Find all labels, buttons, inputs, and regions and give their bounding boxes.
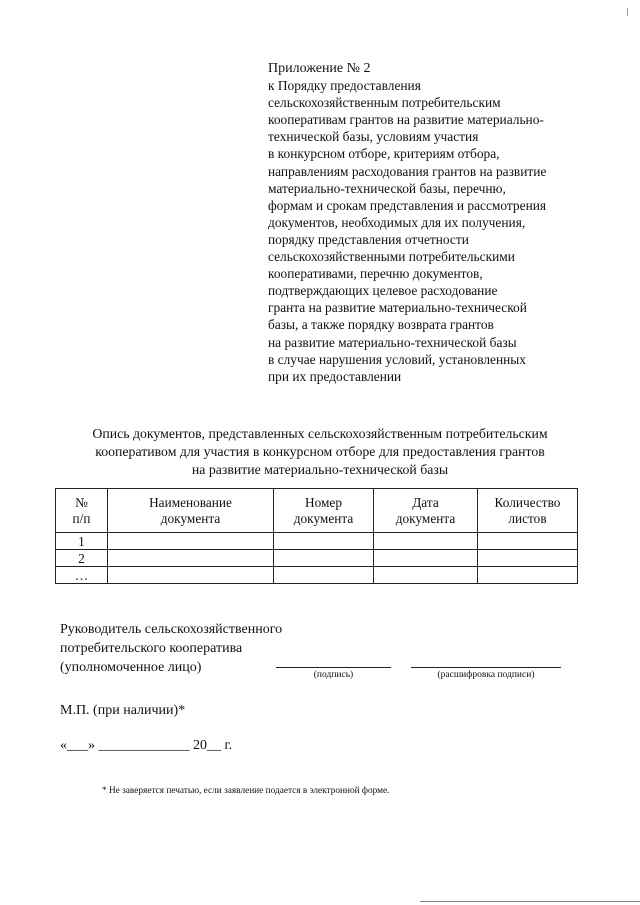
table-cell xyxy=(108,550,274,567)
table-cell xyxy=(274,533,374,550)
appendix-line: материально-технической базы, перечню, xyxy=(268,180,506,196)
appendix-line: порядку представления отчетности xyxy=(268,231,469,247)
appendix-line: при их предоставлении xyxy=(268,368,402,384)
header-text: документа xyxy=(160,510,221,526)
appendix-line: сельскохозяйственными потребительскими xyxy=(268,249,515,265)
header-text: листов xyxy=(508,510,547,526)
table-row xyxy=(56,533,578,550)
header-text: документа xyxy=(293,510,354,526)
header-document-name xyxy=(108,489,274,533)
appendix-line: к Порядку предоставления xyxy=(268,78,421,94)
appendix-line: кооперативами, перечню документов, xyxy=(268,266,483,282)
header-number xyxy=(56,489,108,533)
signature-line xyxy=(276,667,391,668)
header-text: Дата xyxy=(412,494,439,510)
appendix-line: в случае нарушения условий, установленных xyxy=(268,351,526,367)
scan-edge-mark xyxy=(627,8,628,16)
document-title-line: Опись документов, представленных сельскохозяйственным потребительским xyxy=(92,426,548,441)
table-cell-number: … xyxy=(56,567,108,584)
table-cell-number: 1 xyxy=(56,533,108,550)
appendix-line: на развитие материально-технической базы xyxy=(268,334,517,350)
table-cell xyxy=(108,533,274,550)
document-title-line: на развитие материально-технической базы xyxy=(191,462,449,477)
header-text: Номер xyxy=(305,494,342,510)
stamp-note: М.П. (при наличии)* xyxy=(60,703,186,718)
appendix-line: подтверждающих целевое расходование xyxy=(268,283,498,299)
table-header-row xyxy=(56,489,578,533)
header-sheet-count xyxy=(478,489,578,533)
table-cell xyxy=(478,567,578,584)
table-row xyxy=(56,550,578,567)
transcript-caption: (расшифровка подписи) xyxy=(437,670,535,680)
table-cell xyxy=(274,567,374,584)
documents-table xyxy=(55,488,578,584)
header-text: п/п xyxy=(72,510,91,526)
appendix-line: технической базы, условиям участия xyxy=(268,129,479,145)
scan-bottom-rule xyxy=(420,901,640,902)
transcript-line xyxy=(411,667,561,668)
header-text: Количество xyxy=(494,494,561,510)
header-text: № xyxy=(75,494,88,510)
signatory-line: Руководитель сельскохозяйственного xyxy=(60,622,283,637)
table-cell xyxy=(374,550,478,567)
signatory-line: потребительского кооператива xyxy=(60,641,243,656)
appendix-line: кооперативам грантов на развитие материально- xyxy=(268,112,544,128)
table-cell xyxy=(374,567,478,584)
appendix-line: базы, а также порядку возврата грантов xyxy=(268,317,494,333)
signature-caption: (подпись) xyxy=(313,670,354,680)
appendix-title: Приложение № 2 xyxy=(268,61,371,76)
table-cell xyxy=(478,550,578,567)
header-document-date xyxy=(374,489,478,533)
appendix-line: сельскохозяйственным потребительским xyxy=(268,95,501,111)
table-cell-number: 2 xyxy=(56,550,108,567)
table-row xyxy=(56,567,578,584)
appendix-line: гранта на развитие материально-технической xyxy=(268,300,527,316)
footnote: * Не заверяется печатью, если заявление подается в электронной форме. xyxy=(102,786,390,796)
table-cell xyxy=(374,533,478,550)
table-cell xyxy=(478,533,578,550)
header-document-number xyxy=(274,489,374,533)
header-text: документа xyxy=(395,510,456,526)
header-text: Наименование xyxy=(149,494,232,510)
appendix-header xyxy=(268,60,598,385)
appendix-line: формам и срокам представления и рассмотрения xyxy=(268,197,547,213)
signatory-line: (уполномоченное лицо) xyxy=(60,660,202,675)
appendix-line: в конкурсном отборе, критериям отбора, xyxy=(268,146,500,162)
signatory-block xyxy=(60,620,282,677)
document-title-line: кооперативом для участия в конкурсном отборе для предоставления грантов xyxy=(95,444,545,459)
date-line: «___» _____________ 20__ г. xyxy=(60,738,233,753)
appendix-line: документов, необходимых для их получения, xyxy=(268,214,526,230)
document-title xyxy=(40,425,600,479)
appendix-line: направлениям расходования грантов на развитие xyxy=(268,163,547,179)
table-cell xyxy=(274,550,374,567)
table-cell xyxy=(108,567,274,584)
